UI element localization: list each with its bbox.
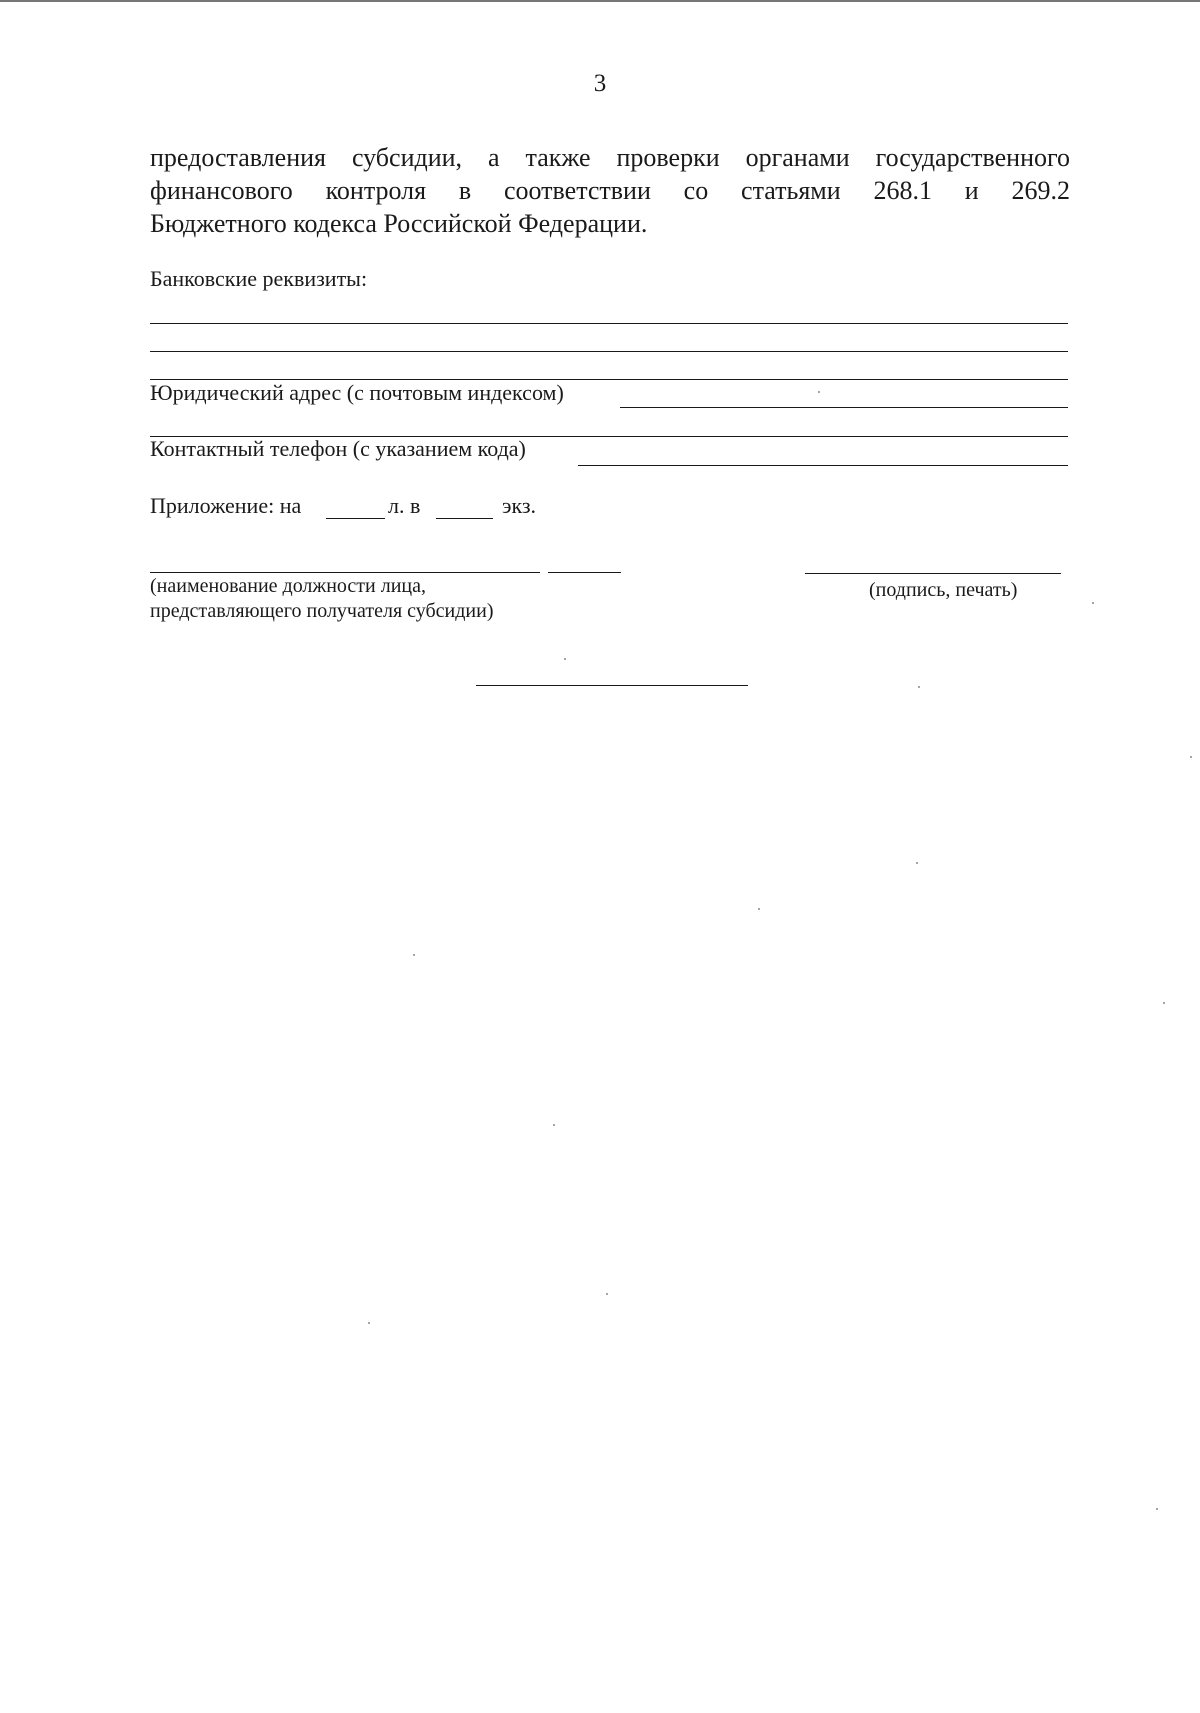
paragraph-line-1: предоставления субсидии, а также проверки органами государственного bbox=[150, 143, 1070, 172]
position-name-field-extra[interactable] bbox=[548, 572, 621, 573]
bank-details-line-1[interactable] bbox=[150, 323, 1068, 324]
signature-field[interactable] bbox=[805, 573, 1061, 574]
scan-speck bbox=[758, 908, 760, 910]
paragraph-line-3: Бюджетного кодекса Российской Федерации. bbox=[150, 209, 648, 238]
body-paragraph bbox=[150, 141, 1070, 240]
attachment-copies-suffix: экз. bbox=[502, 493, 537, 518]
position-caption-line-2: представляющего получателя субсидии) bbox=[150, 600, 494, 622]
position-caption-line-1: (наименование должности лица, bbox=[150, 575, 427, 597]
attachment-sheets-field[interactable] bbox=[326, 518, 385, 519]
page-number: 3 bbox=[593, 70, 607, 97]
bank-details-label: Банковские реквизиты: bbox=[150, 266, 368, 291]
paragraph-line-2: финансового контроля в соответствии со статьями 268.1 и 269.2 bbox=[150, 176, 1070, 205]
scan-speck bbox=[1190, 756, 1192, 758]
scan-speck bbox=[918, 686, 920, 688]
scan-speck bbox=[1156, 1508, 1158, 1510]
scan-speck bbox=[368, 1322, 370, 1324]
scan-speck bbox=[818, 391, 820, 393]
legal-address-label: Юридический адрес (с почтовым индексом) bbox=[150, 380, 564, 405]
position-name-field[interactable] bbox=[150, 572, 540, 573]
bank-details-line-2[interactable] bbox=[150, 351, 1068, 352]
scan-speck bbox=[553, 1124, 555, 1126]
scan-top-edge bbox=[0, 0, 1200, 2]
scan-speck bbox=[1163, 1002, 1165, 1004]
attachment-copies-field[interactable] bbox=[436, 518, 493, 519]
scan-speck bbox=[606, 1293, 608, 1295]
scan-speck bbox=[916, 862, 918, 864]
closing-separator bbox=[476, 685, 748, 686]
contact-phone-field[interactable] bbox=[578, 465, 1068, 466]
scan-speck bbox=[413, 954, 415, 956]
attachment-sheets-suffix: л. в bbox=[388, 493, 421, 518]
signature-caption: (подпись, печать) bbox=[869, 579, 1018, 601]
attachment-prefix: Приложение: на bbox=[150, 493, 302, 518]
legal-address-field[interactable] bbox=[620, 407, 1068, 408]
scan-speck bbox=[1092, 602, 1094, 604]
contact-phone-label: Контактный телефон (с указанием кода) bbox=[150, 436, 526, 461]
scan-speck bbox=[564, 658, 566, 660]
